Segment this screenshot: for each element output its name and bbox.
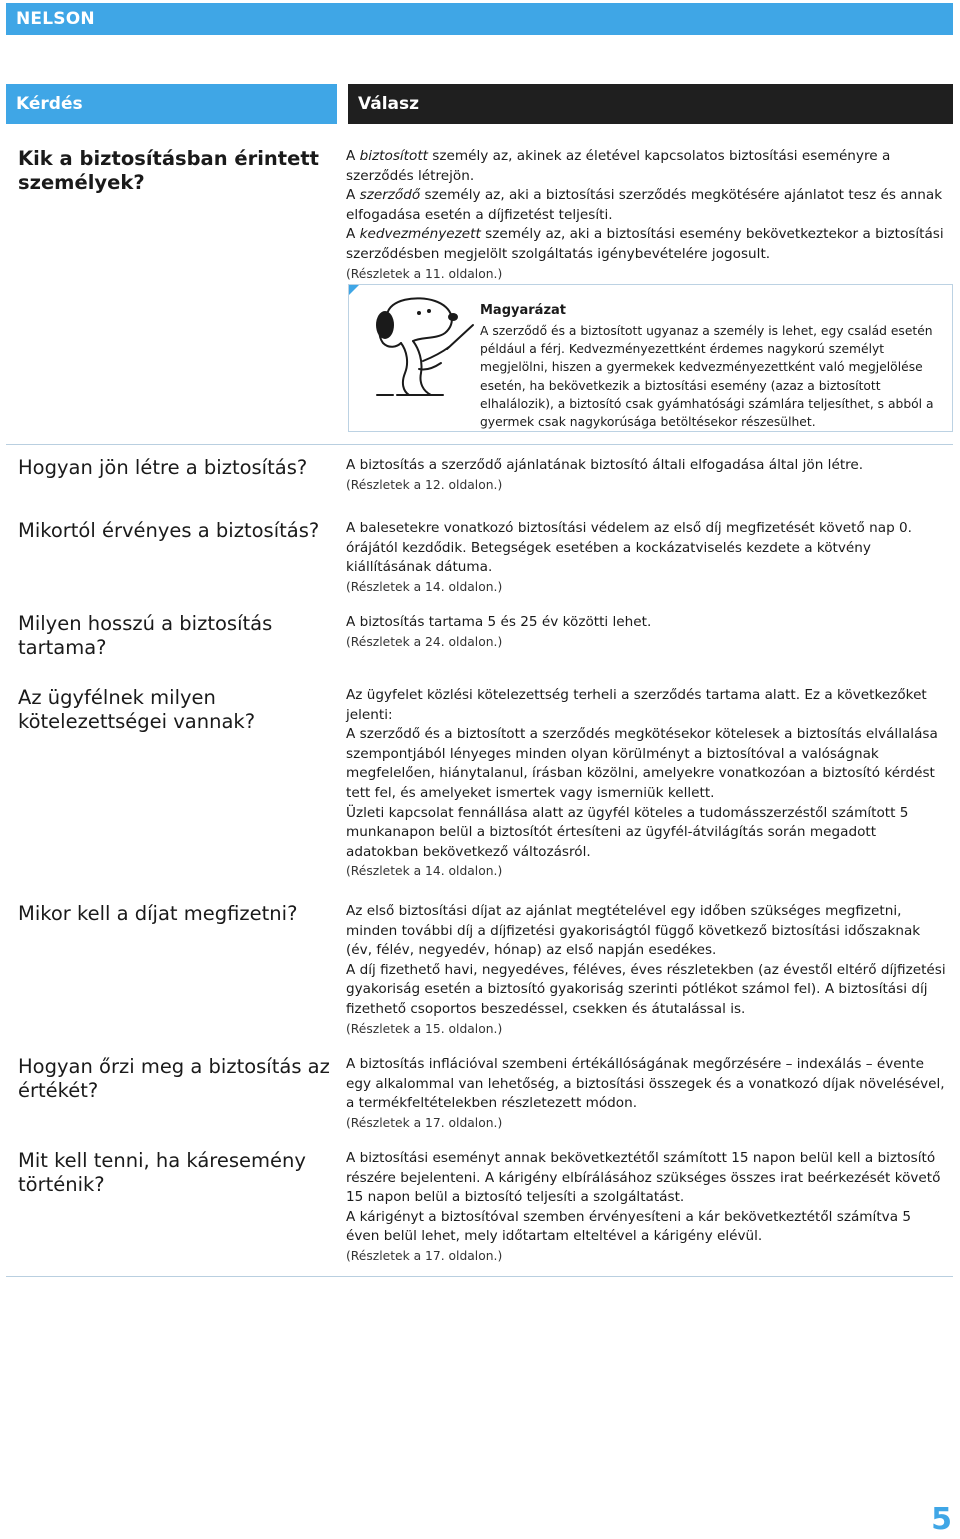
answer-paragraph: Az első biztosítási díjat az ajánlat megtételével egy időben szükséges megfizetni, minden további díj a díjfizetési gyakoriságtól függő következő biztosítási időszaknak (év, félév, negyedév, hónap) az első napján esedékes.: [346, 903, 921, 959]
page-reference: (Részletek a 11. oldalon.): [346, 266, 503, 281]
page-number: 5: [931, 1502, 952, 1537]
question-duration: Milyen hosszú a biztosítás tartama?: [18, 612, 273, 659]
question-obligations: Az ügyfélnek milyen kötelezettségei vannak?: [18, 686, 256, 733]
question-validity: Mikortól érvényes a biztosítás?: [18, 519, 320, 542]
answer-paragraph: Üzleti kapcsolat fennállása alatt az ügyfél köteles a tudomásszerzéstől számított 5 munkanapon belül a biztosítót értesíteni az ügyfél-átvilágítás során megadott adatokban bekövetkező változásról.: [346, 804, 909, 860]
brand-bar: [6, 3, 953, 35]
text-part: A: [346, 226, 360, 243]
answer-paragraph: [346, 147, 946, 186]
page-reference: (Részletek a 14. oldalon.): [346, 864, 503, 879]
answer-column-header: Válasz: [348, 84, 953, 124]
answer-duration: [346, 613, 946, 652]
term-insured: biztosított: [359, 148, 428, 164]
answer-paragraph: A biztosítás a szerződő ajánlatának biztosító általi elfogadása által jön létre.: [346, 457, 864, 473]
page-reference: (Részletek a 17. oldalon.): [346, 1248, 503, 1263]
answer-paragraph: A biztosítás inflációval szembeni értékállóságának megőrzésére – indexálás – évente egy alkalommal van lehetőség, a biztosítási összegek és a vonatkozó díjak növelésével, a termékfeltételekben részletezett módon.: [346, 1056, 945, 1112]
page-reference: (Részletek a 24. oldalon.): [346, 634, 503, 649]
section-divider: [6, 1276, 953, 1277]
answer-validity: [346, 519, 946, 597]
answer-paragraph: A szerződő és a biztosított a szerződés megkötésekor kötelesek a biztosítás elvállalása szempontjából lényeges minden olyan körülményt a biztosítóval a valóságnak megfelelően, hiánytalanul, írásban közölni, amelyekre vonatkozóan a biztosító kérdést tett fel, és amelyeket ismertek vagy ismerniük kellett.: [346, 726, 938, 801]
answer-paragraph: A kárigényt a biztosítóval szemben érvényesíteni a kár bekövetkeztétől számítva 5 éven belül lehet, mely időtartam elteltével a kárigény elévül.: [346, 1208, 911, 1245]
text-part: A: [346, 187, 360, 204]
section-divider: [6, 444, 953, 445]
answer-paragraph: [346, 225, 946, 264]
text-part: személy az, aki a biztosítási esemény bekövetkeztekor a biztosítási szerződésben megjelölt szolgáltatás igénybevételére jogosult.: [346, 226, 944, 262]
answer-paragraph: A balesetekre vonatkozó biztosítási védelem az első díj megfizetését követő nap 0. órájától kezdődik. Betegségek esetében a kockázatviselés kezdete a kötvény kiállításának dátuma.: [346, 520, 912, 576]
answer-payment: [346, 902, 946, 1039]
text-part: személy az, akinek az életével kapcsolatos biztosítási eseményre a szerződés létrejön.: [346, 148, 891, 184]
question-claim: Mit kell tenni, ha káresemény történik?: [18, 1149, 306, 1196]
answer-formation: [346, 456, 946, 495]
snoopy-illustration: [357, 291, 475, 403]
text-part: A: [346, 148, 360, 164]
page-reference: (Részletek a 17. oldalon.): [346, 1115, 503, 1130]
explanation-title: Magyarázat: [480, 303, 566, 318]
brand-name: NELSON: [16, 9, 95, 29]
page-reference: (Részletek a 14. oldalon.): [346, 579, 503, 594]
question-indexation: Hogyan őrzi meg a biztosítás az értékét?: [18, 1055, 330, 1102]
question-formation: Hogyan jön létre a biztosítás?: [18, 456, 308, 479]
answer-paragraph: Az ügyfelet közlési kötelezettség terheli a szerződés tartama alatt. Ez a következőket jelenti:: [346, 687, 927, 723]
term-beneficiary: kedvezményezett: [359, 226, 481, 243]
answer-claim: [346, 1149, 946, 1267]
answer-indexation: [346, 1055, 946, 1133]
answer-obligations: [346, 686, 946, 882]
question-payment: Mikor kell a díjat megfizetni?: [18, 902, 298, 925]
question-persons: Kik a biztosításban érintett személyek?: [18, 147, 319, 194]
answer-persons: [346, 147, 946, 284]
answer-paragraph: A díj fizethető havi, negyedéves, féléves, éves részletekben (az évestől eltérő díjfizetési gyakoriság esetén a biztosító gyakoriság szerinti pótlékot számol fel). A biztosítási díj fizethető csoportos beszedéssel, csekken és átutalással is.: [346, 961, 946, 1017]
question-column-header: Kérdés: [6, 84, 337, 124]
text-part: személy az, aki a biztosítási szerződés megkötésére ajánlatot tesz és annak elfogadása esetén a díjfizetést teljesíti.: [346, 187, 943, 223]
answer-paragraph: A biztosítási eseményt annak bekövetkeztétől számított 15 napon belül kell a biztosító részére bejelenteni. A kárigény elbírálásához szükséges összes irat beérkezését követő 15 napon belül a biztosító teljesíti a szolgáltatást.: [346, 1150, 941, 1206]
term-contractor: szerződő: [359, 187, 421, 204]
answer-paragraph: A biztosítás tartama 5 és 25 év közötti lehet.: [346, 614, 652, 630]
explanation-text: A szerződő és a biztosított ugyanaz a személy is lehet, egy család esetén például a férj. Kedvezményezettként érdemes nagykorú személyt megjelölni, hiszen a gyermekek kedvezményezettként való megjelölése esetén, ha bekövetkezik a biztosítási esemény (azaz a biztosított elhalálozik), a biztosító csak gyámhatósági számlára teljesíthet, s abból a gyermek csak nagykorúsága betöltésekor részesülhet.: [480, 324, 934, 430]
page-reference: (Részletek a 15. oldalon.): [346, 1021, 503, 1036]
page-reference: (Részletek a 12. oldalon.): [346, 477, 503, 492]
explanation-box: [348, 284, 953, 432]
answer-paragraph: [346, 186, 946, 225]
